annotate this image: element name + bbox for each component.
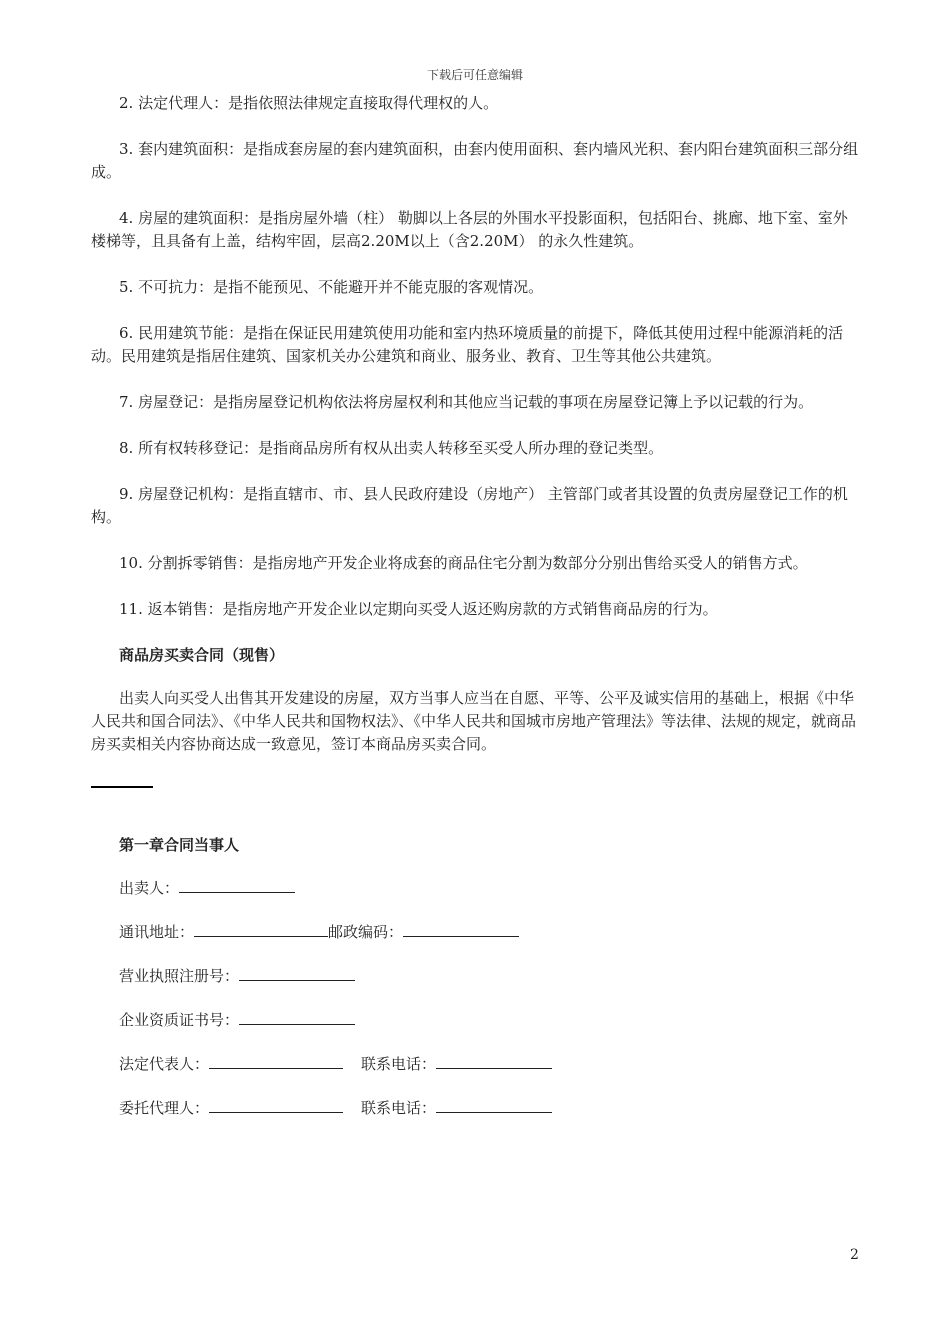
- legal-rep-phone-blank[interactable]: [436, 1053, 552, 1069]
- postcode-blank[interactable]: [403, 921, 519, 937]
- qualification-field: 企业资质证书号：: [91, 1009, 861, 1031]
- agent-phone-blank[interactable]: [436, 1097, 552, 1113]
- definition-6: 6. 民用建筑节能：是指在保证民用建筑使用功能和室内热环境质量的前提下，降低其使用过程中能源消耗的活动。民用建筑是指居住建筑、国家机关办公建筑和商业、服务业、教育、卫生等其他公共建筑。: [91, 324, 844, 365]
- contract-intro: 出卖人向买受人出售其开发建设的房屋，双方当事人应当在自愿、平等、公平及诚实信用的基础上，根据《中华人民共和国合同法》、《中华人民共和国物权法》、《中华人民共和国城市房地产管理法》等法律、法规的规定，就商品房买卖相关内容协商达成一致意见，签订本商品房买卖合同。: [91, 689, 857, 753]
- definition-4: 4. 房屋的建筑面积：是指房屋外墙（柱） 勒脚以上各层的外围水平投影面积，包括阳台、挑廊、地下室、室外楼梯等，且具备有上盖，结构牢固，层高2.20M以上（含2.20M） 的永久性建筑。: [91, 209, 848, 250]
- seller-field: 出卖人：: [91, 877, 861, 899]
- definition-9: 9. 房屋登记机构：是指直辖市、市、县人民政府建设（房地产） 主管部门或者其设置的负责房屋登记工作的机构。: [91, 485, 848, 526]
- page-number: 2: [850, 1247, 859, 1263]
- page-header: 下载后可任意编辑: [426, 68, 523, 82]
- legal-rep-field: 法定代表人： 联系电话：: [91, 1053, 861, 1075]
- definition-8: 8. 所有权转移登记：是指商品房所有权从出卖人转移至买受人所办理的登记类型。: [119, 439, 664, 457]
- definition-3: 3. 套内建筑面积：是指成套房屋的套内建筑面积，由套内使用面积、套内墙风光积、套内阳台建筑面积三部分组成。: [91, 140, 859, 181]
- address-field: 通讯地址： 邮政编码：: [91, 921, 861, 943]
- legal-rep-blank[interactable]: [209, 1053, 343, 1069]
- license-blank[interactable]: [239, 965, 355, 981]
- definition-11: 11. 返本销售：是指房地产开发企业以定期向买受人返还购房款的方式销售商品房的行为。: [119, 600, 718, 618]
- definition-2: 2. 法定代理人：是指依照法律规定直接取得代理权的人。: [119, 94, 499, 112]
- seller-blank[interactable]: [179, 877, 295, 893]
- section-divider: [91, 786, 153, 788]
- definition-7: 7. 房屋登记：是指房屋登记机构依法将房屋权利和其他应当记载的事项在房屋登记簿上予以记载的行为。: [119, 393, 814, 411]
- definition-10: 10. 分割拆零销售：是指房地产开发企业将成套的商品住宅分割为数部分分别出售给买受人的销售方式。: [119, 554, 808, 572]
- contract-title: 商品房买卖合同（现售）: [119, 646, 285, 664]
- qualification-blank[interactable]: [239, 1009, 355, 1025]
- agent-blank[interactable]: [209, 1097, 343, 1113]
- license-field: 营业执照注册号：: [91, 965, 861, 987]
- definition-5: 5. 不可抗力：是指不能预见、不能避开并不能克服的客观情况。: [119, 278, 544, 296]
- chapter-title: 第一章合同当事人: [119, 836, 240, 854]
- agent-field: 委托代理人： 联系电话：: [91, 1097, 861, 1119]
- document-body: [91, 92, 861, 1141]
- address-blank[interactable]: [194, 921, 328, 937]
